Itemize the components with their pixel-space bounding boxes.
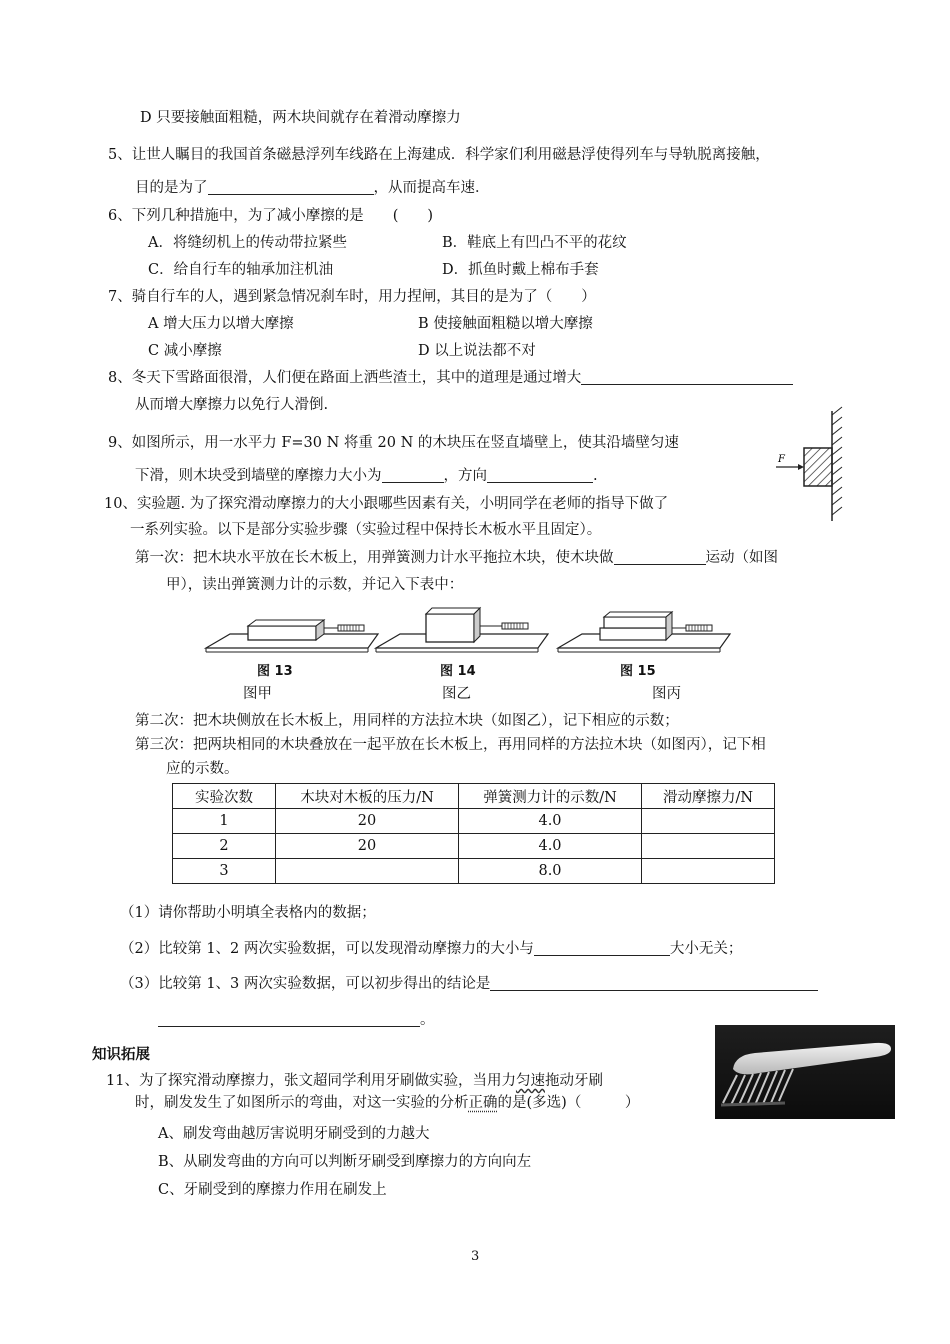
- question-7-option-c: C 减小摩擦: [148, 343, 222, 359]
- table-header-row: [173, 784, 775, 809]
- table-row: [173, 809, 775, 834]
- table-cell-blank[interactable]: [642, 859, 775, 884]
- table-cell: 4.0: [459, 809, 642, 834]
- question-6-option-b: B．鞋底上有凹凸不平的花纹: [442, 235, 627, 251]
- label-figure-jia: 图甲: [243, 686, 272, 702]
- caption-figure-15: 图 15: [620, 664, 656, 679]
- table-row: [173, 834, 775, 859]
- question-11-option-c: C、牙刷受到的摩擦力作用在刷发上: [158, 1182, 387, 1198]
- question-6: 6、下列几种措施中，为了减小摩擦的是 ( ): [108, 208, 434, 224]
- figure-15: [558, 612, 730, 652]
- question-9-line1: 9、如图所示，用一水平力 F=30 N 将重 20 N 的木块压在竖直墙壁上，使其沿墙壁匀速: [108, 435, 679, 451]
- sub-question-3-line1: （3）比较第 1、3 两次实验数据，可以初步得出的结论是: [120, 974, 818, 994]
- answer-blank-motion[interactable]: [614, 549, 706, 565]
- table-cell: 4.0: [459, 834, 642, 859]
- sub-question-1: （1）请你帮助小明填全表格内的数据；: [120, 905, 376, 921]
- question-10-line2: 一系列实验。以下是部分实验步骤（实验过程中保持长木板水平且固定）。: [130, 522, 602, 538]
- table-cell: 20: [276, 834, 459, 859]
- question-8-line2: 从而增大摩擦力以免行人滑倒.: [135, 397, 329, 413]
- table-row: [173, 859, 775, 884]
- answer-blank-9-size[interactable]: [382, 467, 444, 483]
- label-figure-yi: 图乙: [442, 686, 471, 702]
- answer-blank-9-direction[interactable]: [487, 467, 593, 483]
- question-11-line2: 时，刷发发生了如图所示的弯曲，对这一实验的分析正确的是(多选)（ ）: [135, 1095, 640, 1111]
- sub-question-2: （2）比较第 1、2 两次实验数据，可以发现滑动摩擦力的大小与 大小无关；: [120, 941, 743, 957]
- question-7-option-b: B 使接触面粗糙以增大摩擦: [418, 316, 593, 332]
- answer-blank-8[interactable]: [581, 369, 793, 385]
- step-3-line2: 应的示数。: [166, 761, 239, 777]
- table-cell-blank[interactable]: [642, 809, 775, 834]
- table-cell: 2: [173, 834, 276, 859]
- caption-figure-13: 图 13: [257, 664, 293, 679]
- step-2: 第二次：把木块侧放在长木板上，用同样的方法拉木块（如图乙），记下相应的示数；: [135, 713, 679, 729]
- table-cell: 20: [276, 809, 459, 834]
- answer-blank-sub2[interactable]: [534, 940, 670, 956]
- question-7: 7、骑自行车的人，遇到紧急情况刹车时，用力捏闸，其目的是为了（ ）: [108, 289, 596, 305]
- question-6-option-c: C．给自行车的轴承加注机油: [148, 262, 334, 278]
- force-label: F: [778, 454, 785, 465]
- question-5-line1: 5、让世人瞩目的我国首条磁悬浮列车线路在上海建成．科学家们利用磁悬浮使得列车与导轨脱离接触，: [108, 147, 770, 163]
- option-d-line: D 只要接触面粗糙，两木块间就存在着滑动摩擦力: [140, 110, 461, 126]
- step-1-line1: 第一次：把木块水平放在长木板上，用弹簧测力计水平拖拉木块，使木块做 运动（如图: [135, 550, 778, 566]
- table-cell: 1: [173, 809, 276, 834]
- question-7-option-d: D 以上说法都不对: [418, 343, 536, 359]
- caption-figure-14: 图 14: [440, 664, 476, 679]
- table-header: 弹簧测力计的示数/N: [459, 784, 642, 809]
- label-figure-bing: 图丙: [652, 686, 681, 702]
- figure-14: [376, 608, 548, 652]
- step-1-line2: 甲），读出弹簧测力计的示数，并记入下表中：: [166, 577, 464, 593]
- table-cell-blank[interactable]: [642, 834, 775, 859]
- table-cell: 8.0: [459, 859, 642, 884]
- question-5-line2: 目的是为了 ，从而提高车速．: [135, 180, 490, 196]
- table-cell: 3: [173, 859, 276, 884]
- question-6-option-a: A．将缝纫机上的传动带拉紧些: [148, 235, 347, 251]
- table-header: 实验次数: [173, 784, 276, 809]
- answer-blank-sub3-cont[interactable]: [158, 1011, 420, 1027]
- answer-blank-sub3[interactable]: [490, 975, 818, 991]
- page-number: 3: [471, 1249, 480, 1264]
- section-title-extension: 知识拓展: [92, 1047, 150, 1063]
- question-11-line1: 11、为了探究滑动摩擦力，张文超同学利用牙刷做实验，当用力匀速拖动牙刷: [106, 1073, 603, 1089]
- answer-blank-5[interactable]: [208, 179, 374, 195]
- figure-13: [206, 620, 378, 652]
- step-3-line1: 第三次：把两块相同的木块叠放在一起平放在长木板上，再用同样的方法拉木块（如图丙），记下相: [135, 737, 766, 753]
- question-8-line1: 8、冬天下雪路面很滑，人们便在路面上洒些渣土，其中的道理是通过增大: [108, 368, 793, 388]
- question-11-option-a: A、刷发弯曲越厉害说明牙刷受到的力越大: [158, 1126, 430, 1142]
- wall-block-figure: [770, 405, 860, 525]
- question-10-line1: 10、实验题. 为了探究滑动摩擦力的大小跟哪些因素有关，小明同学在老师的指导下做了: [104, 496, 669, 512]
- table-cell-blank[interactable]: [276, 859, 459, 884]
- experiment-table: [172, 783, 775, 884]
- table-header: 滑动摩擦力/N: [642, 784, 775, 809]
- question-6-option-d: D．抓鱼时戴上棉布手套: [442, 262, 599, 278]
- question-11-option-b: B、从刷发弯曲的方向可以判断牙刷受到摩擦力的方向向左: [158, 1154, 532, 1170]
- toothbrush-photo: [715, 1025, 895, 1119]
- question-7-option-a: A 增大压力以增大摩擦: [148, 316, 294, 332]
- table-header: 木块对木板的压力/N: [276, 784, 459, 809]
- sub-question-3-line2: 。: [158, 1010, 435, 1030]
- question-9-line2: 下滑，则木块受到墙壁的摩擦力大小为 ，方向 .: [135, 468, 598, 484]
